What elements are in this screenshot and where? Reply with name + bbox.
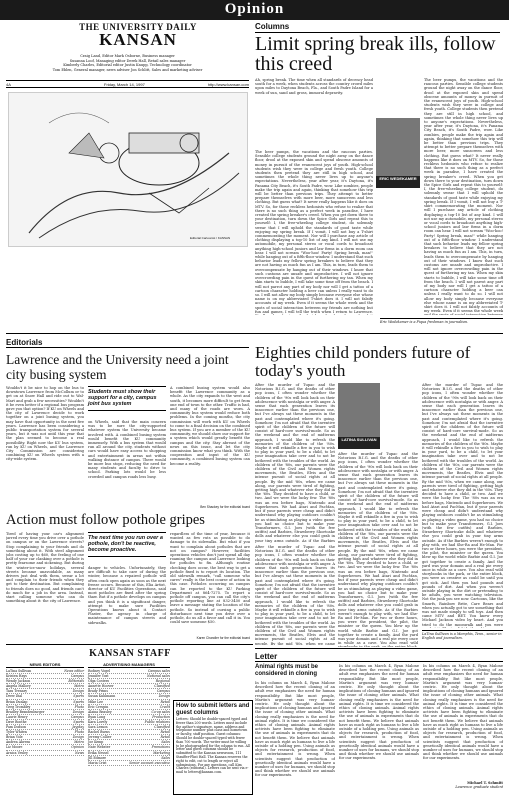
staff-role: Promotions <box>151 745 170 750</box>
staff-name: Olga Costero <box>88 679 110 684</box>
letter-headline: Animal rights must be considered in cloning <box>255 664 319 677</box>
staff-role: Photo <box>74 730 84 735</box>
page-number: 4A <box>6 82 11 87</box>
staff-role: National sales <box>147 674 170 679</box>
column-headline: Limit spring break ills, follow this creed <box>255 33 496 75</box>
columnist-name: ERIC WEDEKAMER <box>376 176 420 188</box>
staff-line: Craig Land, Editor Mark Osborne, Business manager <box>80 54 175 58</box>
editorials-label: Editorials <box>6 338 249 348</box>
staff-name: Eric Crespin <box>88 704 109 709</box>
staff-name: Sara Lemon <box>88 725 108 730</box>
staff-name: Brian Dunlap <box>6 699 28 704</box>
staff-line: Kimberly Charles, Editorial editor Justin Knupp, Technology coordinator <box>63 63 192 67</box>
issue-date: Friday, March 14, 1997 <box>104 82 145 87</box>
staff-name: Rachel Burns <box>88 730 110 735</box>
staff-row <box>6 751 84 756</box>
staff-row <box>88 761 170 766</box>
staff-role: Co-op sales <box>151 709 170 714</box>
staff-role: Photo <box>74 704 84 709</box>
staff-role: Classified <box>154 684 170 689</box>
news-editors-list <box>6 669 84 756</box>
staff-role: Sports <box>73 694 84 699</box>
column2-col-2: After the murder of Tupac and the Notorious B.I.G. and the deaths of other pop icons, I often wonder whether the children of the '90s will look back on their adolescence with nostalgia or with anger. A sense that each generation leaves its innocence earlier than the previous one, but I've always sat these moments in the past and contemplated where it's going. Somehow, I'm not afraid that the inventive spirit of the children of the future will consist of hard-core survival-mode. So as the weekend and the end of midterms approach, I would like to refresh the memories of the children of the '80s. Maybe it will rekindle a fire in you to wish to play in your yard, to be a child, to let your imagination take over and to not be bothered with the troubles of the world. As children of the '80s, our parents were the children of the Civil and Women rights movements, the Beatles, Elvis and the intense pursuit of social rights at all people. By the mid '80s, when we came along, our parents were tired of fighting, getting high and whatever else they did in the '60s. They decided to have a child, or two. And we were the lucky few. The '80s was an era before bags, Nintendo and Superheroes. We had Atari and PacMan, but if your parents were cheap and didn't understand why playing outdoors couldn't be as stimulating as playing a video game, you had no choice but to make your Transformers, G.I. Joes (with the few outfits) and Barbies, Strawberry Shortcake dolls and whatever else you could grab in your tiny arms outside. As if the Barbies weren't enough to play with, we had She-Ra and He-Man. For two or three hours, you were the president, the pilot, the minister or the queen. You blew up the world while Barbie and G.I. Joe got together to create a family. And the yard was your domain and a real pie every once in while as a cave. You also read wild <box>338 452 418 646</box>
letter-label: Letter <box>255 652 503 662</box>
masthead-name: KANSAN <box>99 30 177 49</box>
staff-role: Retail <box>160 735 170 740</box>
staff-name: LaTina Sullivan <box>6 669 32 673</box>
staff-name: Susan Kuhlmann <box>88 694 116 699</box>
staff-role: Design <box>72 709 84 714</box>
editorial-2-col-2: danger to vehicles. Unfortunately, they are difficult to take care of during the winter, because a repaired pothole will often crack open again as soon as the next freeze occurs. Because of this, Elia Artist, director of KU Facilities Operations, said most potholes are fixed after the spring thaw. But if a pothole develops on campus and you think it is a significant danger, attempt to make sure Facilities Operations knows about it. Contact Plaster, the agency in charge of maintenance of campus streets and sidewalks. <box>88 566 166 625</box>
staff-name: Jennifer Yost <box>88 674 109 679</box>
staff-role: News editor <box>64 669 84 673</box>
staff-role: Retail <box>160 699 170 704</box>
letter-signature: Michael T. Schmitt <box>467 781 503 785</box>
editorial-2-byline: Karen Chandler for the editorial board <box>196 636 250 640</box>
column2-col-3: After the murder of Tupac and the Notorious B.I.G. and the deaths of other pop icons, I often wonder whether the children of the '90s will look back on their adolescence with nostalgia or with anger. A sense that each generation leaves its innocence earlier than the previous one, but I've always sat these moments in the past and contemplated where it's going. Somehow, I'm not afraid that the inventive spirit of the children of the future will consist of hard-core survival-mode. So as the weekend and the end of midterms approach, I would like to refresh the memories of the children of the '80s. Maybe it will rekindle a fire in you to wish to play in your yard, to be a child, to let your imagination take over and to not be bothered with the troubles of the world. As children of the '80s, our parents were the children of the Civil and Women rights movements, the Beatles, Elvis and the intense pursuit of social rights at all people. By the mid '80s, when we came <box>255 545 335 645</box>
staff-name: Arnica Vesley <box>6 750 28 755</box>
staff-role: Campus sales <box>147 669 170 673</box>
masthead <box>68 22 208 50</box>
editorial-1-col-1: Wouldn't it be nice to hop on the bus to downtown Lawrence from McCollum or to get on at Snow Hall and ride out to Wal-Mart and grab a few necessities? Wouldn't it be even better if a regional bus program gave you that option? If KU on Wheels and the city of Lawrence decide to work together on a joint busing system, you may have that opportunity in the next five years. Lawrence has been considering a public transportation system for several years, but it was not until this year that the plan seemed to become a real possibility. Right now the KU bus system, run by KU on Wheels, and the Lawrence City Commission are considering combining KU on Wheels system with a city-wide system. <box>6 386 84 462</box>
staff-name: Drew Dial <box>6 694 23 699</box>
editorial-2-pullquote: The next time you run over a pothole, don't be reactive, become proactive. <box>88 532 166 557</box>
masthead-staff <box>6 54 249 72</box>
columns-label: Columns <box>255 22 500 33</box>
section-title: Opinion <box>224 1 285 17</box>
staff-name: Brian Vole <box>6 735 23 740</box>
letter-col-1: In his column on March 4, Ryan Malone described how the recent cloning of an adult ewe emphasizes the need for human responsibility. But like most people, Martin's argument was very human-centric. He only thought about the implications of cloning humans and ignored the issue of cloning other animals. What cloning really emphasizes is the need for animal rights. It is time we considered the ethics of cloning animals. Animal rights activists have been fighting to eliminate the use of animals in experiments that do not benefit them. We believe that animals have as much right as humans to live a life outside of a holding pen. Using animals as objects for research, production of food, and entertainment is wrong. When scientists suggest that production of genetically identical animals would have a number of uses for humans, we should stop and think whether we should use animals for our experiments. <box>255 681 335 778</box>
staff-name: Alaina Beasley <box>88 709 112 714</box>
ad-managers-heading: ADVERTISING MANAGERS <box>88 662 170 668</box>
staff-role: Campus <box>70 674 84 679</box>
news-editors-heading: NEWS EDITORS <box>6 662 84 668</box>
staff-role: Campus <box>156 689 170 694</box>
staff-name: Andrea Ahrens <box>6 740 31 745</box>
editorial-1-pullquote: Students must show their support for a city, campus joint bus system <box>88 386 166 411</box>
columnist2-photo <box>338 383 380 437</box>
letter-col-3: In his column on March 4, Ryan Malone described how the recent cloning of an adult ewe emphasizes the need for human responsibility. But like most people, Martin's argument was very human-centric. He only thought about the implications of cloning humans and ignored the issue of cloning other animals. What cloning really emphasizes is the need for animal rights. It is time we considered the ethics of cloning animals. Animal rights activists have been fighting to eliminate the use of animals in experiments that do not benefit them. We believe that animals have as much right as humans to live a life outside of a holding pen. Using animals as objects for research, production of food, and entertainment is wrong. When scientists suggest that production of genetically identical animals would have a number of uses for humans, we should stop and think whether we should use animals for our experiments. <box>423 664 503 761</box>
editorial-1-col-2: on Wheels, said that the main concern was to be sure the city-supported whatever system the University became involved with. A combined busing system would benefit the KU community immensely. With a bus system that would run all around the city, students without cars would have easy access to shopping and entertainment in areas not within walking distance of campus. There would be more bus stops, reducing the need for many students and faculty to drive to school. Parking lots would be less crowded and campus roads less busy. <box>88 420 166 479</box>
staff-role: Sports <box>73 699 84 704</box>
staff-name: Maria Crist <box>88 760 107 765</box>
website-link[interactable]: http://www.kansan.com <box>207 82 249 87</box>
submission-body: Letters: Should be double-spaced typed and fewer than 200 words. Letters must include the author's signature, name, address and telephone number plus class and hometown or faculty, staff position. Guest columns: Should be double-spaced typed with fewer than 700 words. The writer must be willing to be photographed for the column to run. All letter and guest columns should be submitted to the Kansan newsroom, 111 Stauffer-Flint Hall. The Kansan reserves the right to edit, cut to length or reject all submissions. For any questions, call Kim Charles (editorial). Letters can be sent via e-mail to letters@kansan.com. <box>176 717 250 775</box>
submission-title: How to submit letters and guest columns <box>176 703 250 716</box>
ad-managers-list <box>88 669 170 766</box>
staff-name: Laurie Henry <box>6 714 28 719</box>
editorial-1-byline: Ben Shackey for the editorial board <box>200 505 250 509</box>
staff-role: Campus <box>70 714 84 719</box>
staff-role: Sales <box>161 740 170 745</box>
staff-name: Tara Trenary <box>6 689 28 694</box>
staff-name: Bradley Brandenburger <box>6 709 45 714</box>
divider <box>6 333 503 334</box>
column2-headline: Eighties child ponders future of today's youth <box>255 343 471 380</box>
column-lead: Ah, spring break. The time when all standards of decency head south for a week, when students across the country crowd miles upon miles to Daytona Beach, Fla., and South Padre Island for a week of sun, sand and gross, immoral depravity. <box>255 78 373 95</box>
staff-name: Greg Trombley <box>6 704 31 709</box>
cartoon-drawing <box>9 93 247 246</box>
staff-name: Jeremy Collier <box>88 735 112 740</box>
staff-role: Sales <box>161 755 170 760</box>
staff-name: Liz Moore <box>6 745 23 750</box>
staff-role: Public relations <box>144 719 170 724</box>
staff-role: Design <box>72 735 84 740</box>
staff-role: Production <box>152 714 170 719</box>
staff-role: Credit <box>159 704 170 709</box>
folio-line <box>6 80 249 88</box>
staff-name: Kristen Hays <box>6 674 27 679</box>
letter-signature-block <box>423 781 503 789</box>
columnist2-name: LATINA SULLIVAN <box>338 437 380 449</box>
staff-name: Angela Mallory <box>6 684 31 689</box>
columnist-photo <box>376 118 420 176</box>
staff-name: Kara Lovely <box>88 719 108 724</box>
letter-col-2: In his column on March 4, Ryan Malone described how the recent cloning of an adult ewe emphasizes the need for human responsibility. But like most people, Martin's argument was very human-centric. He only thought about the implications of cloning humans and ignored the issue of cloning other animals. What cloning really emphasizes is the need for animal rights. It is time we considered the ethics of cloning animals. Animal rights activists have been fighting to eliminate the use of animals in experiments that do not benefit them. We believe that animals have as much right as humans to live a life outside of a holding pen. Using animals as objects for research, production of food, and entertainment is wrong. When scientists suggest that production of genetically identical animals would have a number of uses for humans, we should stop and think whether we should use animals for our experiments. <box>339 664 419 761</box>
staff-name: Nate Webster <box>88 745 111 750</box>
staff-role: Jayplay <box>72 725 84 730</box>
staff-role: Design <box>72 689 84 694</box>
editorial-headline-1: Lawrence and the University need a joint city busing system <box>6 352 229 382</box>
column-bio: Eric Wedekamer is a Piqua freshman in journalism. <box>380 318 503 324</box>
staff-name: Erika Nessel <box>88 750 109 755</box>
staff-name: Dave Boothe <box>6 719 27 724</box>
staff-line: Tom Eblen, General manager, news adviser Jon Schlitt, Sales and marketing adviser <box>52 67 203 72</box>
staff-role: Marketing <box>153 750 170 755</box>
staff-role: Sports <box>73 719 84 724</box>
divider <box>6 644 253 645</box>
editorial-cartoon <box>8 92 248 247</box>
editorial-headline-2: Action must follow pothole gripes <box>6 512 205 528</box>
staff-role: Design <box>158 694 170 699</box>
staff-role: Senior account executive <box>129 760 170 765</box>
column2-col-1: After the murder of Tupac and the Notorious B.I.G. and the deaths of other pop icons, I often wonder whether the children of the '90s will look back on their adolescence with nostalgia or with anger. A sense that each generation leaves its innocence earlier than the previous one, but I've always sat these moments in the past and contemplated where it's going. Somehow, I'm not afraid that the inventive spirit of the children of the future will consist of hard-core survival-mode. So as the weekend and the end of midterms approach, I would like to refresh the memories of the children of the '80s. Maybe it will rekindle a fire in you to wish to play in your yard, to be a child, to let your imagination take over and to not be bothered with the troubles of the world. As children of the '80s, our parents were the children of the Civil and Women rights movements, the Beatles, Elvis and the intense pursuit of social rights at all people. By the mid '80s, when we came along, our parents were tired of fighting, getting high and whatever else they did in the '60s. They decided to have a child, or two. And we were the lucky few. The '80s was an era before bags, Nintendo and Superheroes. We had Atari and PacMan, but if your parents were cheap and didn't understand why playing outdoors couldn't be as stimulating as playing a video game, you had no choice but to make your Transformers, G.I. Joes (with the few outfits) and Barbies, Strawberry Shortcake dolls and whatever else you could grab in your tiny arms outside. As if the Barbies <box>255 383 335 543</box>
section-banner <box>0 0 509 20</box>
staff-role: Classified <box>154 725 170 730</box>
staff-role: Retail <box>160 730 170 735</box>
staff-role: Metro <box>74 740 84 745</box>
letter-signature-title: Lawrence graduate student <box>455 785 503 789</box>
staff-name: Annette Hoover <box>88 684 114 689</box>
staff-name: Pam Dodson <box>6 725 27 730</box>
staff-name: Brady Prims <box>88 689 108 694</box>
editorial-2-col-1: Tired of having your car's alignment jarred every time you drive over a pothole on campus or on the Lawrence streets? Stop complaining to your friends and do something about it. With steel alignment jobs costing up to $60, the feeling of one half of your car clanking over a pothole is pretty fearsome and sickening. But during the winter-ice-snow holidays, several streets became unavoidable, as many drivers just deal with them, swear a lot and complain to their friends when they get to their destination. But complaining to friends does no good, and friends can't do much for a job in the area. Instead, start calling someone who can do something about it: the city of Lawrence. <box>6 532 84 604</box>
staff-box-title: KANSAN STAFF <box>89 648 171 659</box>
staff-name: Mike Lee <box>88 699 104 704</box>
divider <box>255 648 503 649</box>
column2-bio: LaTina Sullivan is a Memphis, Tenn., senior in English and journalism. <box>422 632 502 640</box>
staff-name: Wendy Jackson <box>6 679 31 684</box>
staff-name: Ryan Long <box>88 714 106 719</box>
column-body-2: The beer pumps, the vacations and the raucous parties. Sensible college students ground the night away on the dance floor, drool at the exposed skin and spend obscene amounts of money in pursuit of the evanescent joys of youth. High-school students wish they were in college and fresh youth. College students then pretend they are still in high school, and sometimes the whole thing never lives up to anyone's expectations. Nevertheless, year after year, it's Daytona, it's Panama City Beach, it's South Padre, wow. Like zombies, people make the trip again and again, thinking that somehow this trip will be better than previous trips. They attempt to better prepare themselves with more beer, more sunscreen and less clothing. But guess what? It never really happens like it does on MTV. So, for those reckless hedonists who refuse to realize that there is no such thing as a perfect week in paradise, I have created the spring breaker's creed. When you get down there to your destination, turn down the Spice Girls and repeat this to yourself: I, the free-wheeling college student, do solemnly swear that I will uphold the standards of good taste while enjoying my spring break. If I vomit, I will not buy a T-shirt commemorating the moment. Nor will I purchase any article of clothing displaying a top-10 list of any kind. I will not use my automobile, my personal stereo or vocal cords to broadcast anything high-school juniors and law firms in a dorm room can hear. I will not scream "Woo-hoo! Party! Spring break, man!" while hanging out of a fifth-floor window. I understand that such behavior leads my fellow spring breakers to believe that they are not having as much fun as I am. This, in turn, leads them to overcompensate by hanging out of their windows. I know that such customs are unsafe and unproductive. I will not ignore overcrowding pain in the quest of furthering my tan. When my skin starts to bubble, I will take some time off from the beach. I will not parrot any part of my body nor will I get a tattoo of a cartoon character holding a beer can unless I really want to do so. I will not allow my body simply because everyone else whose name is on my abbreviated T-shirt does it. I will not falsify accounts of my week. Even if it seems the whole week <box>424 78 503 314</box>
staff-role: Editorials <box>68 679 84 684</box>
staff-role: Metro <box>74 684 84 689</box>
staff-name: Rodney Vogel <box>88 669 110 673</box>
submission-box <box>173 700 253 795</box>
editorial-1-col-3: A combined busing system would also benefit the Lawrence community as a whole. As the city expands to the west and south, it becomes more difficult to get from one end of town to the other. Traffic is bad, and many of the roads are worn. A community bus system would reduce both problems. In the coming months, the city commission will work with KU on Wheels to come to a final decision on the combined bus system. If you are a member of the KU community, we should show our support for a system which would greatly benefit the campus and the city. Stay abreast of the news on this issue, and let the city commission know what you think. With the cooperation and input of the KU community, a combined busing system can become a reality. <box>170 386 250 466</box>
staff-name: Joe Kemp <box>88 740 104 745</box>
staff-role: Opinion <box>71 745 84 750</box>
cartoon-credit: Editorial Cartoonist / KANSAN <box>190 236 231 240</box>
masthead-small: THE UNIVERSITY DAILY <box>79 22 197 32</box>
column-body-1: The beer pumps, the vacations and the raucous parties. Sensible college students ground the night away on the dance floor, drool at the exposed skin and spend obscene amounts of money in pursuit of the evanescent joys of youth. High-school students wish they were in college and fresh youth. College students then pretend they are still in high school, and sometimes the whole thing never lives up to anyone's expectations. Nevertheless, year after year, it's Daytona, it's Panama City Beach, it's South Padre, wow. Like zombies, people make the trip again and again, thinking that somehow this trip will be better than previous trips. They attempt to better prepare themselves with more beer, more sunscreen and less clothing. But guess what? It never really happens like it does on MTV. So, for those reckless hedonists who refuse to realize that there is no such thing as a perfect week in paradise, I have created the spring breaker's creed. When you get down there to your destination, turn down the Spice Girls and repeat this to yourself: I, the free-wheeling college student, do solemnly swear that I will uphold the standards of good taste while enjoying my spring break. If I vomit, I will not buy a T-shirt commemorating the moment. Nor will I purchase any article of clothing displaying a top-10 list of any kind. I will not use my automobile, my personal stereo or vocal cords to broadcast anything high-school juniors and law firms in a dorm room can hear. I will not scream "Woo-hoo! Party! Spring break, man!" while hanging out of a fifth-floor window. I understand that such behavior leads my fellow spring breakers to believe that they are not having as much fun as I am. This, in turn, leads them to overcompensate by hanging out of their windows. I know that such customs are unsafe and unproductive. I will not ignore overcrowding pain in the quest of furthering my tan. When my skin starts to bubble, I will take some time off from the beach. I will not parrot any part of my body nor will I get a tattoo of a cartoon character holding a beer can unless I really want to do so. I will not allow my body simply because everyone else whose name is on my abbreviated T-shirt does it. I will not falsify accounts of my week. Even if it seems the whole week and the spots of social interaction between my friends are nothing but fun and games, I will tell the truth when I return to Lawrence. <box>255 150 373 314</box>
column2-col-4: After the murder of Tupac and the Notorious B.I.G. and the deaths of other pop icons, I often wonder whether the children of the '90s will look back on their adolescence with nostalgia or with anger. A sense that each generation leaves its innocence earlier than the previous one, but I've always sat these moments in the past and contemplated where it's going. Somehow, I'm not afraid that the inventive spirit of the children of the future will consist of hard-core survival-mode. So as the weekend and the end of midterms approach, I would like to refresh the memories of the children of the '80s. Maybe it will rekindle a fire in you to wish to play in your yard, to be a child, to let your imagination take over and to not be bothered with the troubles of the world. As children of the '80s, our parents were the children of the Civil and Women rights movements, the Beatles, Elvis and the intense pursuit of social rights at all people. By the mid '80s, when we came along, our parents were tired of fighting, getting high and whatever else they did in the '60s. They decided to have a child, or two. And we were the lucky few. The '80s was an era before bags, Nintendo and Superheroes. We had Atari and PacMan, but if your parents were cheap and didn't understand why playing outdoors couldn't be as stimulating as playing a video game, you had no choice but to make your Transformers, G.I. Joes (with the few outfits) and Barbies, Strawberry Shortcake dolls and whatever else you could grab in your tiny arms outside. As if the Barbies weren't enough to play with, we had She-Ra and He-Man. For two or three hours, you were the president, the pilot, the minister or the queen. You blew up the world while Barbie and G.I. Joe got together to create a family. And the yard was your domain and a real pie every once in while as a cave. You also read wild storybooks in the park, or the entire block, you were as creative as could be until you got sick. And then you had pounds and pounds of dirt. And when you weren't outside playing in the dirt or pretending to be adults, you were watching television. Not the junk you see now. Cartoons, like the Smurfs, Rainbow Brite, Care Bears and when you actually got to see something that was not made simply to sell toys. And then came MTV and BET. You knew every Michael Jackson video by heart. And you tried to do the moonwalk and you were <box>422 383 503 627</box>
staff-name: Jill Edmore <box>88 755 107 760</box>
staff-line: Susanna Loof, Managing editor Derek Hall, Retail sales manager <box>69 58 186 63</box>
staff-role: News <box>74 750 84 755</box>
staff-name: Tyler Whiten <box>6 730 27 735</box>
staff-role: Regional <box>155 679 170 684</box>
editorial-2-col-3: regardless of the time of year, because it wanted as few ruts as possible to do damage to its sidewalks. But what if you want to complain about potholes that are not on campus? However, facilities operations vehicles don't just spend all day roaming the campus and Lawrence looking for potholes to fix. Although routine checking does occur, the best way to get a pothole fixed is to report its location. The old sidewalk remark, "call someone who cares" really is the best course of action in this case. Potholes occurring on campus can be reported to the KU Parking Department at 864-7275. To report a pothole off campus, you can call the city's pothole reporting line at 832-3450 and leave a message stating the location of the pothole. So instead of cursing a public disturbance next time you drive over a pothole, do us all a favor and call it in. You could save someone $50. <box>170 532 250 625</box>
